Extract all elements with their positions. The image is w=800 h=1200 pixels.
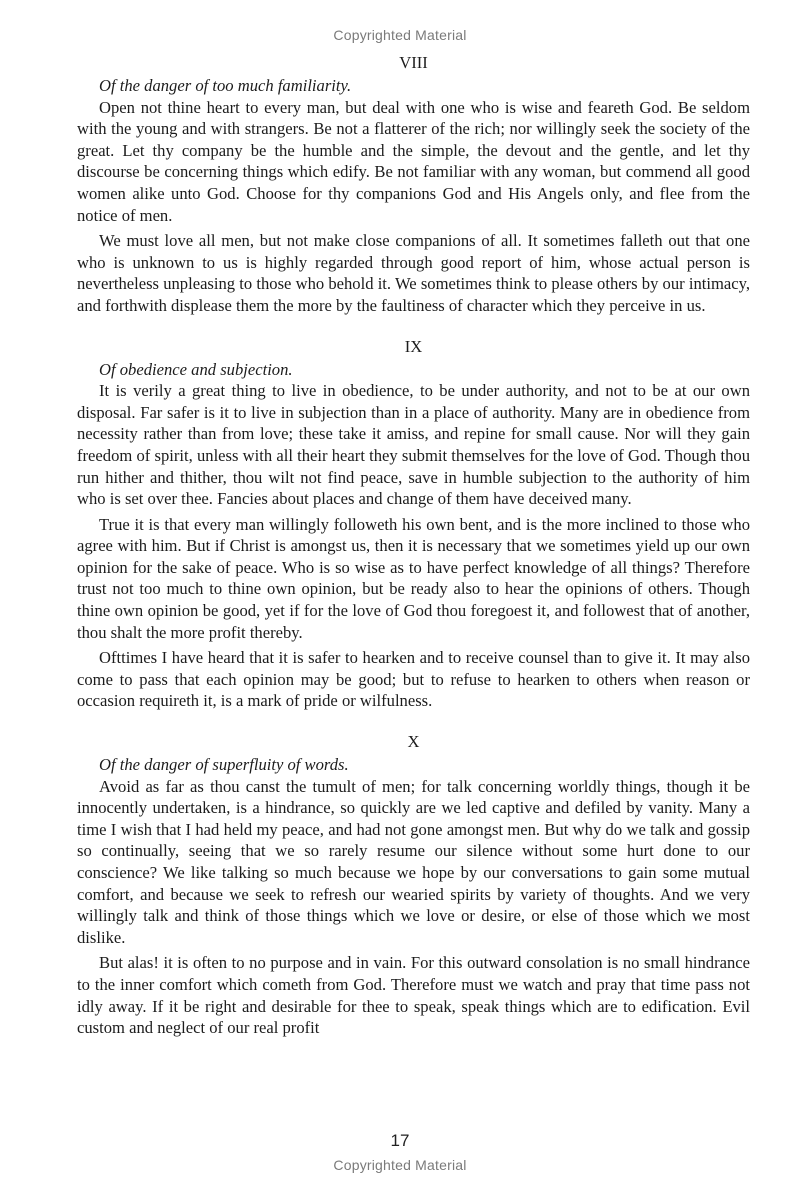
chapter-ix bbox=[77, 336, 750, 713]
copyright-watermark-bottom: Copyrighted Material bbox=[333, 1157, 467, 1173]
chapter-x bbox=[77, 731, 750, 1039]
chapter-number: IX bbox=[404, 336, 423, 356]
chapter-number: X bbox=[407, 732, 420, 752]
paragraph: Open not thine heart to every man, but deal with one who is wise and feareth God. Be seldom with the young and with strangers. Be not a flatterer of the rich; nor willingly seek the society of the great. Let thy company be the humble and the simple, the devout and the gentle, and let thy discourse be concerning things which edify. Be not familiar with any woman, but commend all good women alike unto God. Choose for thy companions God and His Angels only, and flee from the notice of men. bbox=[77, 97, 750, 225]
chapter-number: VIII bbox=[399, 53, 428, 72]
paragraph: Ofttimes I have heard that it is safer to hearken and to receive counsel than to give it. It may also come to pass that each opinion may be good; but to refuse to hearken to others when reason or occasion requireth it, is a mark of pride or wilfulness. bbox=[77, 648, 750, 711]
paragraph: But alas! it is often to no purpose and in vain. For this outward consolation is no small hindrance to the inner comfort which cometh from God. Therefore must we watch and pray that time pass not idly away. If it be right and desirable for thee to speak, speak things which are to edification. Evil custom and neglect of our real profit bbox=[77, 953, 750, 1038]
chapter-viii bbox=[77, 52, 750, 317]
paragraph: Avoid as far as thou canst the tumult of men; for talk concerning worldly things, though it be innocently undertaken, is a hindrance, so quickly are we led captive and defiled by vanity. Many a time I wish that I had held my peace, and had not gone amongst men. But why do we talk and gossip so continually, seeing that we so rarely resume our silence without some hurt done to our conscience? We like talking so much because we hope by our conversations to gain some mutual comfort, and because we seek to refresh our wearied spirits by variety of thoughts. And we very willingly talk and think of those things which we love or desire, or else of those which we most dislike. bbox=[77, 776, 750, 947]
chapter-title: Of the danger of too much familiarity. bbox=[99, 76, 352, 95]
paragraph: It is verily a great thing to live in obedience, to be under authority, and not to be at our own disposal. Far safer is it to live in subjection than in a place of authority. Many are in obedience from necessity rather than from love; these take it amiss, and repine for small cause. Nor will they gain freedom of spirit, unless with all their heart they submit themselves for the love of God. Though thou run hither and thither, thou wilt not find peace, save in humble subjection to the authority of him who is set over thee. Fancies about places and change of them have deceived many. bbox=[77, 381, 750, 509]
chapter-title: Of obedience and subjection. bbox=[99, 359, 293, 379]
copyright-watermark-top: Copyrighted Material bbox=[333, 27, 467, 43]
chapter-title: Of the danger of superfluity of words. bbox=[99, 755, 349, 775]
page-number: 17 bbox=[390, 1131, 410, 1150]
paragraph: We must love all men, but not make close companions of all. It sometimes falleth out that one who is unknown to us is highly regarded through good report of him, whose actual person is nevertheless unpleasing to those who behold it. We sometimes think to please others by our intimacy, and forthwith displease them the more by the faultiness of character which they perceive in us. bbox=[77, 231, 750, 315]
paragraph: True it is that every man willingly followeth his own bent, and is the more inclined to those who agree with him. But if Christ is amongst us, then it is necessary that we sometimes yield up our own opinion for the sake of peace. Who is so wise as to have perfect knowledge of all things? Therefore trust not too much to thine own opinion, but be ready also to hear the opinions of others. Though thine own opinion be good, yet if for the love of God thou foregoest it, and followest that of another, thou shalt the more profit thereby. bbox=[77, 514, 750, 642]
page-body bbox=[77, 52, 750, 1039]
